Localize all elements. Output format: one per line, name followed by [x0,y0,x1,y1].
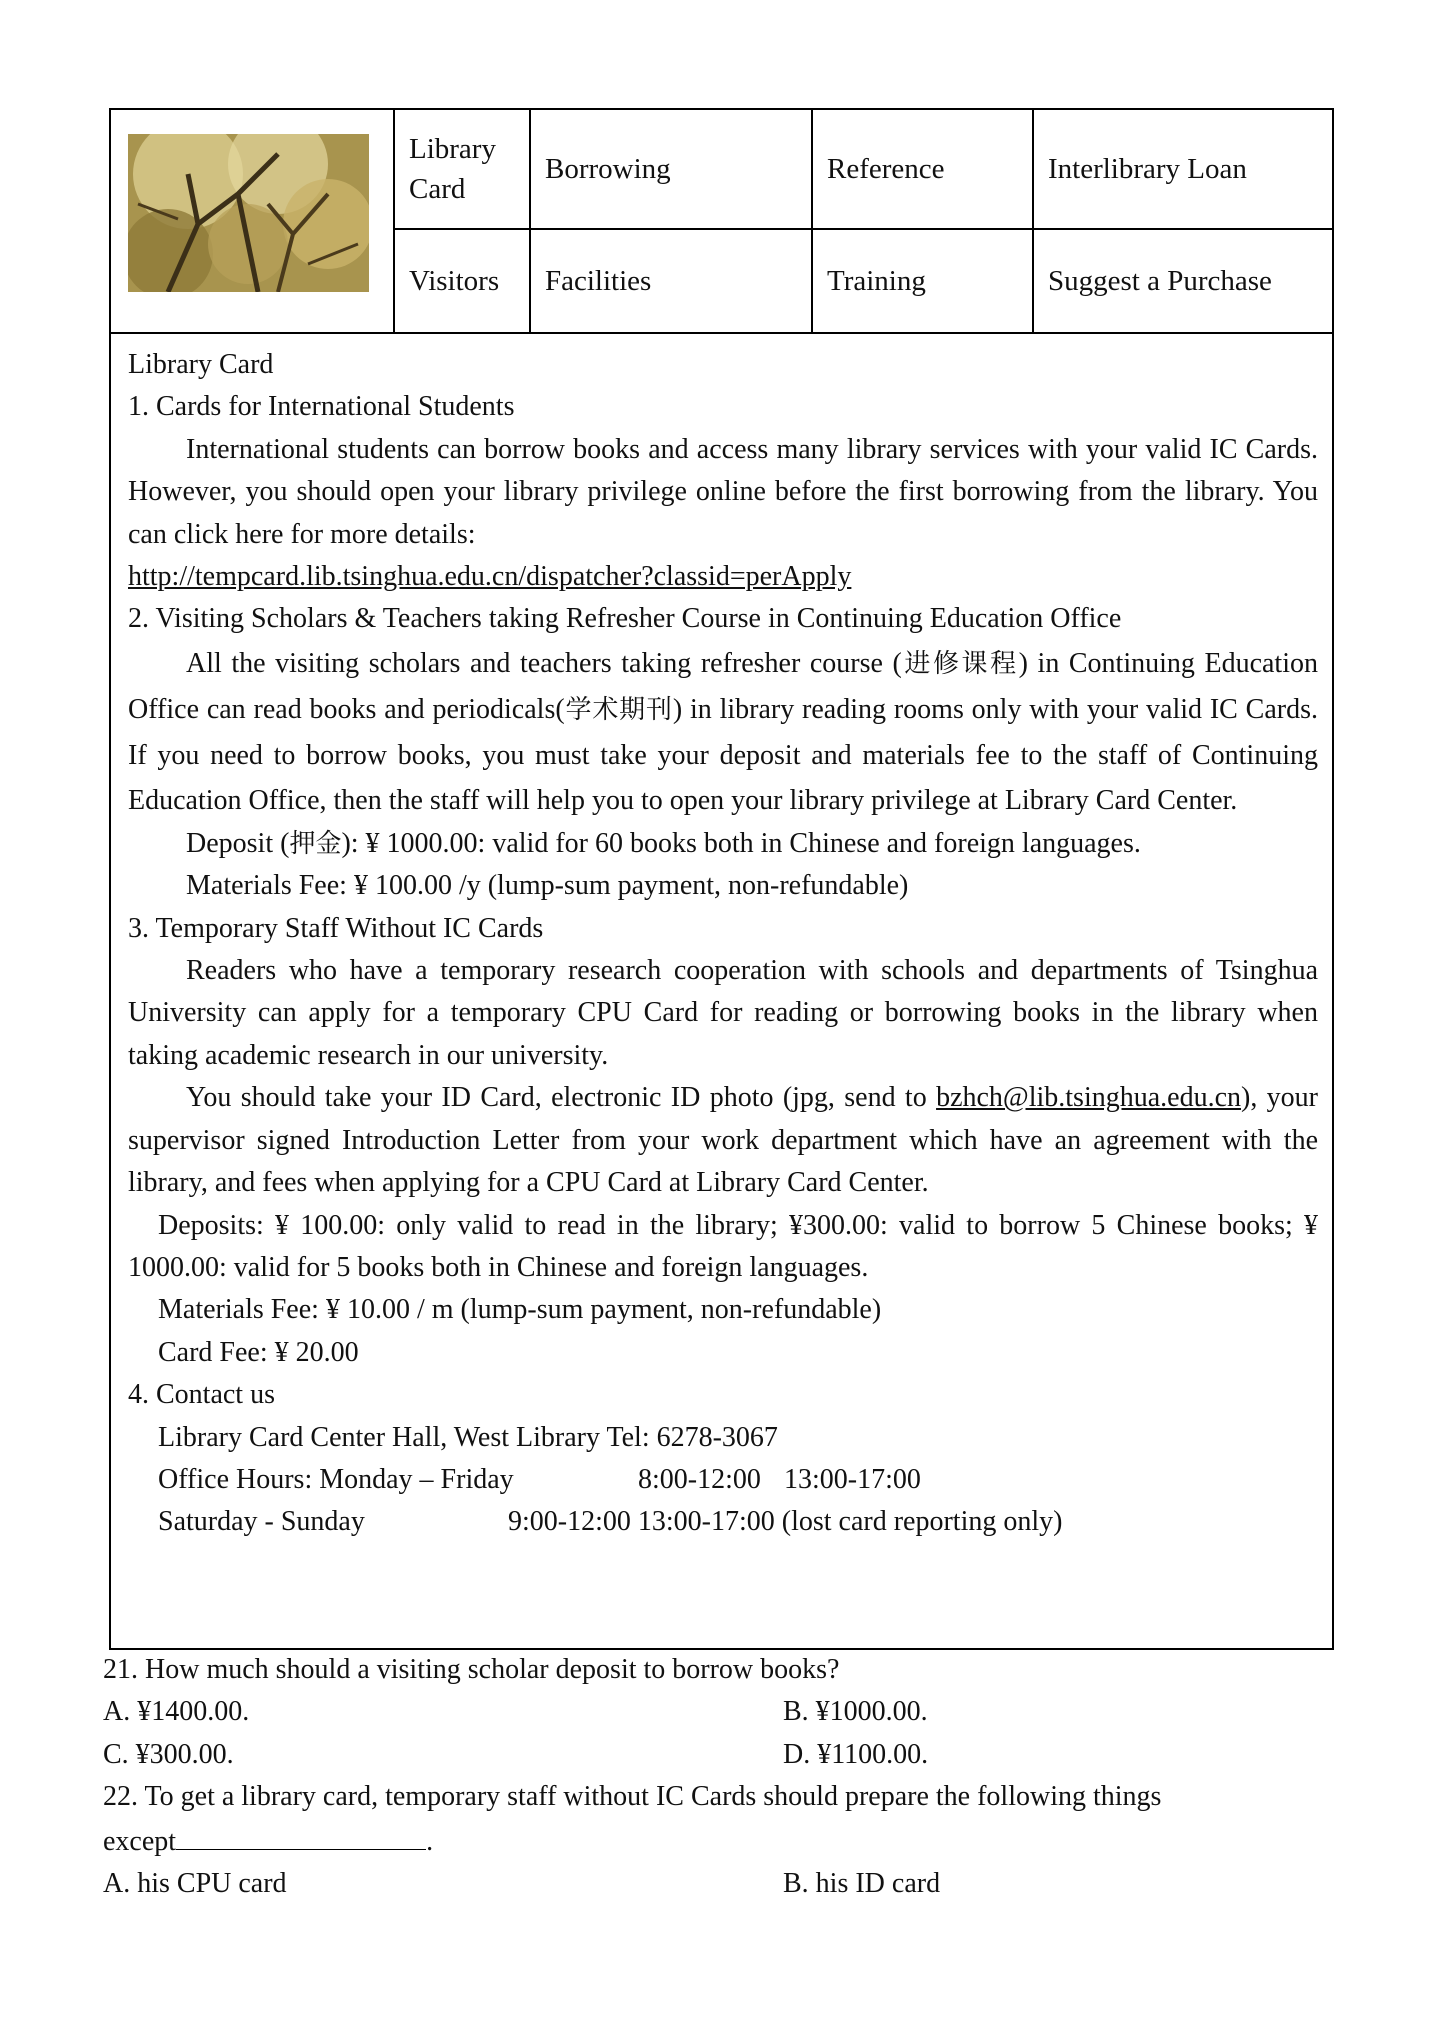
nav-suggest-purchase[interactable]: Suggest a Purchase [1048,265,1272,297]
section-2-deposit [128,823,1318,865]
office-hours-weekday [128,1459,1318,1501]
question-22-line-2: except . [103,1819,1343,1863]
weekend-label: Saturday - Sunday [158,1506,365,1538]
section-title: Library Card [128,349,274,380]
section-2-body-b: ) in Continuing Education Office can read books and periodicals( [128,647,1318,725]
nav-reference[interactable]: Reference [813,110,1034,230]
weekday-am: 8:00-12:00 [638,1463,761,1495]
questions [103,1649,1343,1905]
q22-except: except [103,1825,177,1857]
nav-borrowing[interactable]: Borrowing [531,110,813,230]
q21-option-a[interactable]: A. ¥1400.00. [103,1696,250,1728]
section-2-body-c: ) in library reading rooms only with your valid IC Cards. If you need to borrow books, you must take your deposit and materials fee to the staff of Continuing Education Office, then the staff will help you to open your library privilege at Library Card Center. [128,693,1318,816]
perapply-link[interactable]: http://tempcard.lib.tsinghua.edu.cn/dispatcher?classid=perApply [128,561,852,593]
section-1-heading: 1. Cards for International Students [128,391,515,423]
section-3-deposits: Deposits: ¥ 100.00: only valid to read in the library; ¥300.00: valid to borrow 5 Chinese books; ¥ 1000.00: valid for 5 books both in Chinese and foreign languages. [128,1209,1318,1283]
section-1-body: International students can borrow books and access many library services with your valid IC Cards. However, you should open your library privilege online before the first borrowing from the library. You can click here for more details: [128,433,1318,550]
q21-options-row-1 [103,1691,1343,1733]
photo-cell [111,110,395,332]
section-3-materials-fee: Materials Fee: ¥ 10.00 / m (lump-sum payment, non-refundable) [158,1294,882,1326]
tree-photo [128,134,369,292]
tree-photo-image [128,134,369,292]
deposit-a: Deposit ( [186,827,290,859]
q22-options-row-1 [103,1863,1343,1905]
office-hours-weekend [128,1501,1318,1543]
section-2-heading: 2. Visiting Scholars & Teachers taking Refresher Course in Continuing Education Office [128,603,1122,635]
answer-blank[interactable] [176,1819,426,1850]
question-22: 22. To get a library card, temporary staff without IC Cards should prepare the following things [103,1781,1162,1813]
weekday-label: Office Hours: Monday – Friday [158,1463,514,1495]
nav-training[interactable]: Training [813,230,1034,332]
weekend-times: 9:00-12:00 13:00-17:00 (lost card reporting only) [508,1506,1063,1538]
section-2-body-a: All the visiting scholars and teachers taking refresher course ( [186,647,902,679]
library-card-content [109,334,1334,1650]
section-2-materials-fee: Materials Fee: ¥ 100.00 /y (lump-sum payment, non-refundable) [186,870,909,902]
nav-facilities[interactable]: Facilities [531,230,813,332]
section-4-heading: 4. Contact us [128,1379,275,1411]
nav-visitors[interactable]: Visitors [395,230,531,332]
deposit-b: ): ¥ 1000.00: valid for 60 books both in Chinese and foreign languages. [341,827,1141,859]
email-link[interactable]: bzhch@lib.tsinghua.edu.cn [936,1082,1241,1114]
q21-option-c[interactable]: C. ¥300.00. [103,1738,234,1770]
section-3-body-2a: You should take your ID Card, electronic ID photo (jpg, send to [186,1082,937,1114]
weekday-pm: 13:00-17:00 [784,1463,921,1495]
section-3-body-2b: ), your supervisor signed Introduction Letter from your work department which have an agreement with the library, and fees when applying for a CPU Card at Library Card Center. [128,1082,1318,1199]
section-1-link-line [128,556,1318,598]
section-3-body-1: Readers who have a temporary research cooperation with schools and departments of Tsinghua University can apply for a temporary CPU Card for reading or borrowing books in the library when taking academic research in our university. [128,955,1318,1071]
question-21: 21. How much should a visiting scholar deposit to borrow books? [103,1654,840,1685]
nav-interlibrary-loan[interactable]: Interlibrary Loan [1034,110,1332,230]
section-2-body [128,641,1318,823]
q21-options-row-2 [103,1734,1343,1776]
contact-location: Library Card Center Hall, West Library Tel: 6278-3067 [158,1421,778,1453]
library-nav-table [109,108,1334,334]
section-2-cjk-periodicals: 学术期刊 [564,694,673,725]
section-3-card-fee: Card Fee: ¥ 20.00 [158,1336,359,1368]
q21-option-b[interactable]: B. ¥1000.00. [783,1696,928,1728]
q22-option-a[interactable]: A. his CPU card [103,1868,287,1900]
section-3-body-2 [128,1077,1318,1204]
nav-library-card[interactable]: Library Card [395,110,531,230]
section-2-cjk-course: 进修课程 [901,648,1019,679]
section-3-heading: 3. Temporary Staff Without IC Cards [128,912,544,944]
deposit-cjk: 押金 [289,828,342,859]
q21-option-d[interactable]: D. ¥1100.00. [783,1738,929,1770]
q22-option-b[interactable]: B. his ID card [783,1868,941,1900]
